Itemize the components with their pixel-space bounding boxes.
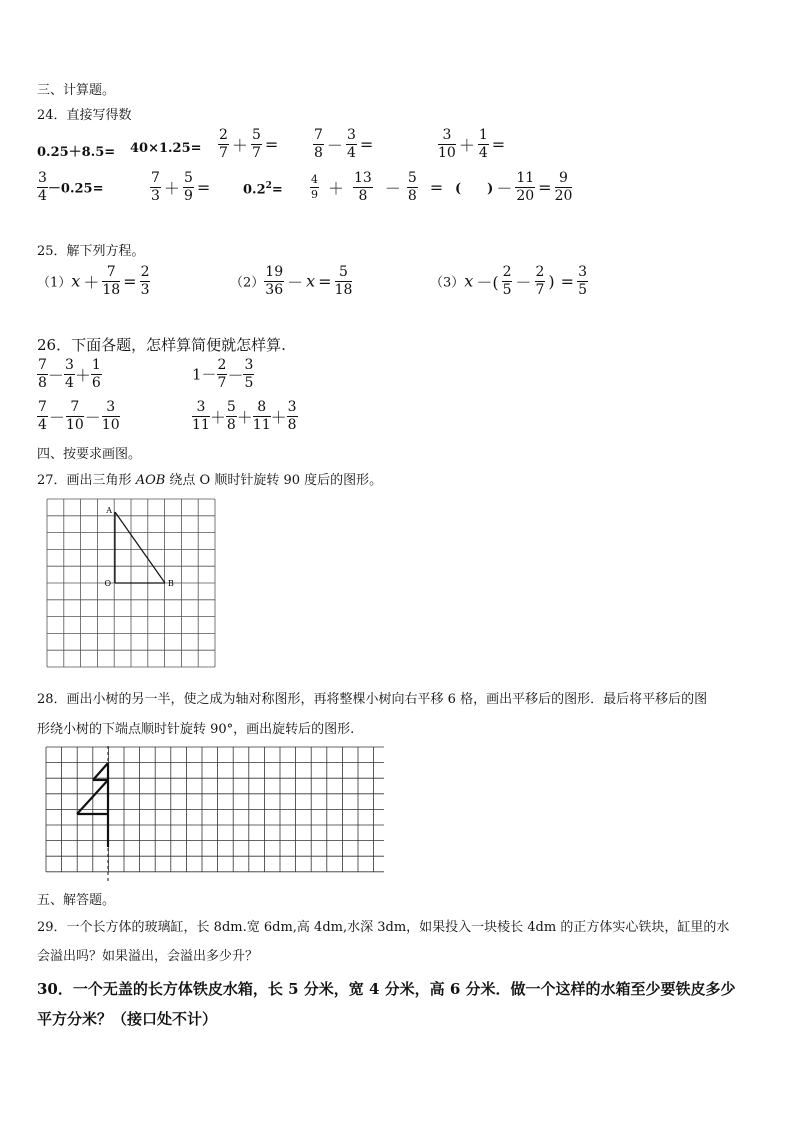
q29-text-line-2: 会溢出吗？如果溢出，会溢出多少升？ <box>37 949 259 964</box>
numerator: 9 <box>555 171 573 188</box>
numerator: 7 <box>38 399 47 415</box>
denominator: 7 <box>219 144 228 161</box>
blank-paren: ( ) <box>455 181 494 197</box>
numerator: 19 <box>265 264 284 280</box>
q24-item-h <box>243 181 283 197</box>
denominator: 4 <box>478 144 488 161</box>
section-3-heading: 三、计算题。 <box>37 83 116 98</box>
equals-sign: = <box>491 134 506 154</box>
operator: － <box>515 272 532 292</box>
q25-equation-1 <box>37 265 150 297</box>
numerator: 2 <box>535 264 545 280</box>
numerator: 5 <box>183 170 193 186</box>
close-paren: ) <box>548 271 555 291</box>
denominator: 10 <box>438 144 456 161</box>
denominator: 6 <box>91 374 101 391</box>
equals-sign: = <box>560 271 575 291</box>
numerator: 5 <box>335 265 353 282</box>
denominator: 8 <box>407 187 417 204</box>
denominator: 8 <box>226 416 236 433</box>
equals-sign: = <box>318 271 332 291</box>
numerator: 8 <box>253 400 271 417</box>
variable-x: x <box>306 271 316 291</box>
denominator: 4 <box>38 187 47 204</box>
leading-term: 1－ <box>192 365 217 384</box>
equals-sign: = <box>429 177 444 197</box>
equals-sign: = <box>271 182 283 198</box>
q24-item-b: 40×1.25= <box>130 141 202 156</box>
q28-text-line-1: 28．画出小树的另一半，使之成为轴对称图形，再将整棵小树向右平移 6 格，画出平移后的图形．最后将平移后的图 <box>37 692 708 707</box>
denominator: 9 <box>183 187 193 204</box>
q27-title <box>37 469 382 488</box>
q27-text-post: 绕点 O 顺时针旋转 90 度后的图形。 <box>165 473 383 488</box>
q24-item-a: 0.25＋8.5= <box>37 145 116 160</box>
operator: ＋ <box>83 272 100 292</box>
operator: － <box>496 178 513 198</box>
q26-problem-1 <box>37 358 102 390</box>
numerator: 7 <box>151 170 160 186</box>
numerator: 7 <box>102 265 120 282</box>
q24-item-g <box>150 171 213 203</box>
numerator: 3 <box>192 400 210 417</box>
operator: － <box>326 135 343 155</box>
denominator: 20 <box>554 187 573 204</box>
equation-label: （2） <box>230 275 265 291</box>
q26-problem-2 <box>192 358 254 390</box>
operator: ＋ <box>270 407 287 427</box>
triangle-name: AOB <box>135 473 166 488</box>
denominator: 4 <box>64 374 74 391</box>
numerator: 3 <box>64 357 74 373</box>
expression-rest: －0.25= <box>47 181 104 197</box>
numerator: 7 <box>38 357 47 373</box>
operator: ＋ <box>209 407 226 427</box>
operator: ＋ <box>328 178 345 198</box>
denominator: 8 <box>287 416 297 433</box>
section-4-heading: 四、按要求画图。 <box>37 447 142 462</box>
q25-equation-2 <box>230 265 352 297</box>
q28-grid <box>44 746 384 884</box>
operator: －( <box>476 272 499 292</box>
numerator: 5 <box>407 170 417 186</box>
q30-text-line-1: 30．一个无盖的长方体铁皮水箱，长 5 分米，宽 4 分米，高 6 分米．做一个这样的水箱至少要铁皮多少 <box>37 980 736 998</box>
q25-title: 25．解下列方程。 <box>37 244 145 259</box>
denominator: 5 <box>578 281 587 298</box>
q28-text-line-2: 形绕小树的下端点顺时针旋转 90°，画出旋转后的图形. <box>37 722 355 737</box>
label-o: O <box>104 579 111 588</box>
denominator: 9 <box>311 187 318 201</box>
q24-item-d <box>313 128 376 160</box>
operator: － <box>227 365 244 385</box>
denominator: 7 <box>251 144 261 161</box>
denominator: 10 <box>101 416 120 433</box>
numerator: 5 <box>251 127 261 143</box>
equals-sign: = <box>538 177 552 197</box>
segment-ab <box>115 512 165 583</box>
operator: － <box>84 407 101 427</box>
operator: ＋ <box>163 178 180 198</box>
variable-x: x <box>71 271 81 291</box>
denominator: 10 <box>65 416 84 433</box>
equals-sign: = <box>264 134 279 154</box>
numerator: 7 <box>314 127 323 143</box>
numerator: 3 <box>346 127 356 143</box>
denominator: 36 <box>265 281 284 298</box>
operator: － <box>287 272 304 292</box>
denominator: 7 <box>217 374 227 391</box>
q25-equation-3 <box>430 265 588 297</box>
q24-item-j <box>455 171 572 203</box>
operator: ＋ <box>74 365 91 385</box>
section-5-heading: 五、解答题。 <box>37 893 116 908</box>
q26-problem-3 <box>37 400 120 432</box>
numerator: 7 <box>66 400 84 417</box>
denominator: 4 <box>38 416 47 433</box>
operator: ＋ <box>458 135 475 155</box>
label-b: B <box>168 579 174 588</box>
q29-text-line-1: 29．一个长方体的玻璃缸，长 8dm.宽 6dm,高 4dm,水深 3dm，如果投入一块棱长 4dm 的正方体实心铁块，缸里的水 <box>37 920 730 935</box>
q26-title: 26．下面各题，怎样算简便就怎样算. <box>37 336 286 354</box>
q27-grid <box>46 498 218 670</box>
exponent: 2 <box>265 181 272 191</box>
numerator: 1 <box>478 127 488 143</box>
denominator: 8 <box>314 144 323 161</box>
denominator: 18 <box>102 281 121 298</box>
denominator: 3 <box>140 281 150 298</box>
q30-text-line-2: 平方分米？（接口处不计） <box>37 1010 218 1028</box>
denominator: 8 <box>358 187 368 204</box>
equation-label: （1） <box>37 275 72 291</box>
q24-item-f <box>37 171 103 203</box>
denominator: 20 <box>516 187 535 204</box>
numerator: 3 <box>244 357 254 373</box>
denominator: 5 <box>502 281 512 298</box>
numerator: 2 <box>502 264 512 280</box>
numerator: 3 <box>287 399 297 415</box>
numerator: 4 <box>311 173 318 187</box>
denominator: 7 <box>535 281 545 298</box>
numerator: 3 <box>102 400 120 417</box>
numerator: 5 <box>226 399 236 415</box>
numerator: 2 <box>140 264 150 280</box>
q27-text-pre: 27．画出三角形 <box>37 473 136 488</box>
numerator: 2 <box>217 357 227 373</box>
base: 0.2 <box>243 182 266 198</box>
operator: － <box>48 407 65 427</box>
equation-label: （3） <box>430 275 465 291</box>
numerator: 1 <box>91 357 101 373</box>
numerator: 2 <box>219 127 228 143</box>
denominator: 11 <box>192 416 210 433</box>
equals-sign: = <box>196 177 211 197</box>
denominator: 8 <box>38 374 47 391</box>
operator: ＋ <box>236 407 253 427</box>
q24-item-e <box>438 128 508 160</box>
denominator: 4 <box>346 144 356 161</box>
numerator: 3 <box>38 170 47 186</box>
q26-problem-4 <box>192 400 298 432</box>
q24-item-i <box>310 171 446 203</box>
numerator: 3 <box>578 264 587 280</box>
numerator: 11 <box>516 170 535 186</box>
equals-sign: = <box>359 134 374 154</box>
operator: － <box>384 178 401 198</box>
operator: － <box>47 365 64 385</box>
denominator: 11 <box>252 416 271 433</box>
denominator: 5 <box>244 374 254 391</box>
equals-sign: = <box>123 271 137 291</box>
operator: ＋ <box>231 135 248 155</box>
denominator: 3 <box>151 187 160 204</box>
variable-x: x <box>464 271 474 291</box>
denominator: 18 <box>334 281 353 298</box>
q24-item-c <box>218 128 281 160</box>
numerator: 3 <box>438 128 456 145</box>
label-a: A <box>106 506 112 515</box>
numerator: 13 <box>354 170 372 186</box>
q24-title: 24．直接写得数 <box>37 108 132 123</box>
